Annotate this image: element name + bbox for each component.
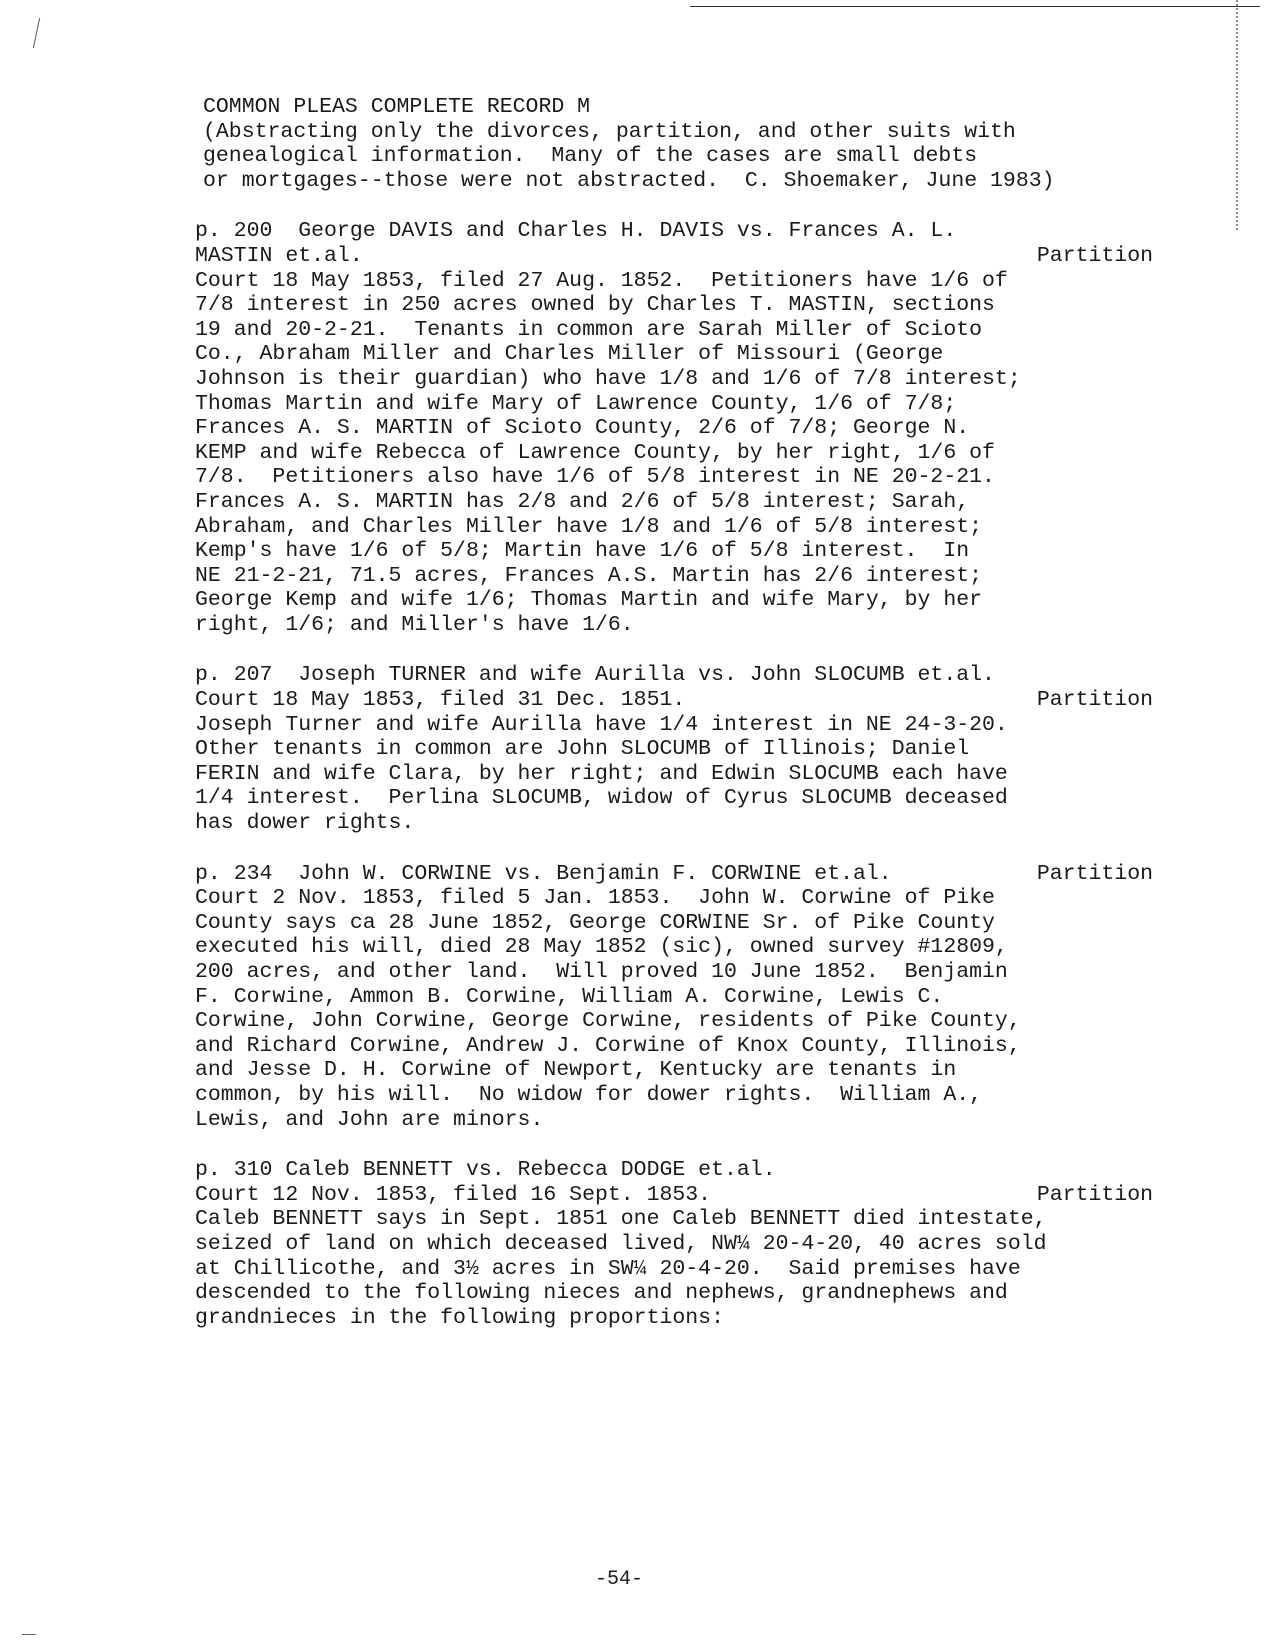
case-type: Partition	[1036, 243, 1153, 268]
case-text-line: Kemp's have 1/6 of 5/8; Martin have 1/6 of 5/8 interest. In	[195, 539, 970, 564]
margin-mark	[33, 18, 46, 48]
case-text-line: Lewis, and John are minors.	[195, 1107, 544, 1132]
header-note-line: or mortgages--those were not abstracted. C. Shoemaker, June 1983)	[203, 168, 1055, 193]
case-entry	[195, 219, 1195, 637]
case-text-line: 7/8. Petitioners also have 1/6 of 5/8 interest in NE 20-2-21.	[195, 465, 995, 490]
case-entry	[195, 1158, 1195, 1330]
case-type: Partition	[1036, 1182, 1153, 1207]
case-subtitle: Court 12 Nov. 1853, filed 16 Sept. 1853.	[195, 1182, 712, 1207]
case-text-line: at Chillicothe, and 3½ acres in SW¼ 20-4-20. Said premises have	[195, 1256, 1021, 1281]
case-entry	[195, 862, 1195, 1133]
header-title: COMMON PLEAS COMPLETE RECORD M	[203, 95, 591, 119]
case-heading	[195, 1158, 1153, 1183]
case-text-line: and Jesse D. H. Corwine of Newport, Kentucky are tenants in	[195, 1058, 957, 1083]
case-text-line: Other tenants in common are John SLOCUMB of Illinois; Daniel	[195, 737, 970, 762]
document-body	[195, 95, 1195, 1330]
case-text-line: right, 1/6; and Miller's have 1/6.	[195, 612, 634, 637]
case-text-line: Frances A. S. MARTIN of Scioto County, 2/6 of 7/8; George N.	[195, 416, 970, 441]
case-text-line: and Richard Corwine, Andrew J. Corwine of Knox County, Illinois,	[195, 1033, 1021, 1058]
header-note-line: genealogical information. Many of the cases are small debts	[203, 144, 978, 169]
case-text-line: grandnieces in the following proportions:	[195, 1305, 724, 1330]
case-text-line: has dower rights.	[195, 811, 415, 836]
case-text-line: FERIN and wife Clara, by her right; and Edwin SLOCUMB each have	[195, 761, 1008, 786]
case-title: p. 310 Caleb BENNETT vs. Rebecca DODGE et.al.	[195, 1158, 776, 1183]
case-subtitle: Court 18 May 1853, filed 31 Dec. 1851.	[195, 688, 686, 713]
case-title: p. 200 George DAVIS and Charles H. DAVIS vs. Frances A. L.	[195, 219, 957, 244]
case-text-line: Court 18 May 1853, filed 27 Aug. 1852. Petitioners have 1/6 of	[195, 268, 1008, 293]
bottom-mark	[22, 1634, 36, 1635]
case-text-line: common, by his will. No widow for dower rights. William A.,	[195, 1082, 983, 1107]
case-text-line: Johnson is their guardian) who have 1/8 and 1/6 of 7/8 interest;	[195, 366, 1021, 391]
case-title: p. 207 Joseph TURNER and wife Aurilla vs. John SLOCUMB et.al.	[195, 663, 995, 688]
case-subtitle: MASTIN et.al.	[195, 243, 363, 268]
case-text-line: descended to the following nieces and nephews, grandnephews and	[195, 1281, 1008, 1306]
case-type: Partition	[1036, 688, 1153, 713]
scan-edge-marks	[1236, 0, 1238, 230]
case-text-line: NE 21-2-21, 71.5 acres, Frances A.S. Martin has 2/6 interest;	[195, 563, 983, 588]
case-text-line: 7/8 interest in 250 acres owned by Charles T. MASTIN, sections	[195, 293, 995, 318]
case-text-line: Thomas Martin and wife Mary of Lawrence County, 1/6 of 7/8;	[195, 391, 957, 416]
case-heading	[195, 219, 1153, 244]
case-text-line: F. Corwine, Ammon B. Corwine, William A. Corwine, Lewis C.	[195, 984, 944, 1009]
case-text-line: 200 acres, and other land. Will proved 10 June 1852. Benjamin	[195, 960, 1008, 984]
case-title: p. 234 John W. CORWINE vs. Benjamin F. CORWINE et.al.	[195, 861, 892, 886]
case-text-line: 19 and 20-2-21. Tenants in common are Sarah Miller of Scioto	[195, 317, 983, 342]
case-text-line: County says ca 28 June 1852, George CORWINE Sr. of Pike County	[195, 910, 995, 935]
case-text-line: Abraham, and Charles Miller have 1/8 and 1/6 of 5/8 interest;	[195, 514, 983, 539]
case-text-line: Joseph Turner and wife Aurilla have 1/4 interest in NE 24-3-20.	[195, 712, 1008, 737]
header-block	[203, 95, 1195, 193]
case-type: Partition	[1036, 861, 1153, 886]
case-text-line: Corwine, John Corwine, George Corwine, residents of Pike County,	[195, 1009, 1021, 1034]
case-text-line: Co., Abraham Miller and Charles Miller of Missouri (George	[195, 342, 944, 367]
top-rule	[690, 6, 1260, 7]
case-subheading	[195, 688, 1153, 713]
header-note-line: (Abstracting only the divorces, partition, and other suits with	[203, 119, 1016, 144]
case-text-line: KEMP and wife Rebecca of Lawrence County, by her right, 1/6 of	[195, 440, 995, 465]
case-text-line: seized of land on which deceased lived, NW¼ 20-4-20, 40 acres sold	[195, 1231, 1047, 1256]
case-text-line: 1/4 interest. Perlina SLOCUMB, widow of Cyrus SLOCUMB deceased	[195, 786, 1008, 811]
case-heading	[195, 663, 1153, 688]
case-text-line: executed his will, died 28 May 1852 (sic), owned survey #12809,	[195, 935, 1008, 960]
page-number: -54-	[595, 1568, 644, 1591]
case-text-line: Court 2 Nov. 1853, filed 5 Jan. 1853. John W. Corwine of Pike	[195, 886, 995, 911]
case-entry	[195, 663, 1195, 835]
case-text-line: Frances A. S. MARTIN has 2/8 and 2/6 of 5/8 interest; Sarah,	[195, 489, 970, 514]
entries-list	[195, 219, 1195, 1330]
case-subheading	[195, 1183, 1153, 1208]
case-subheading	[195, 244, 1153, 269]
case-text-line: Caleb BENNETT says in Sept. 1851 one Caleb BENNETT died intestate,	[195, 1207, 1047, 1232]
case-text-line: George Kemp and wife 1/6; Thomas Martin and wife Mary, by her	[195, 588, 983, 613]
case-heading	[195, 862, 1153, 887]
